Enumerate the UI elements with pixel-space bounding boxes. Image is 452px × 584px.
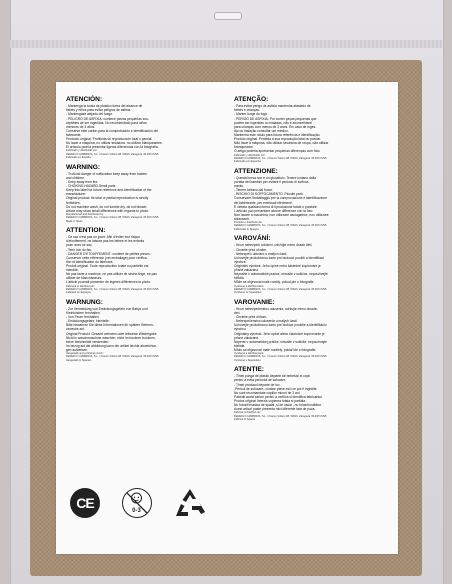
- warning-text-line: Nepražte v automatické pračce, nesušte v sušičce, nepoužívejte: [234, 272, 328, 277]
- warning-text-line: - Țineți produsul departe de foc.: [234, 382, 281, 387]
- warning-text-line: Pastrati acest carton pentru a verifica si identifica fabricantul.: [234, 394, 323, 399]
- warning-title: ATENÇÃO:: [234, 96, 269, 103]
- warning-text-line: Kleinkindern fernhalten.: [66, 310, 101, 315]
- warning-text-line: bebés y niños para evitar peligros de asfixia.: [66, 108, 132, 113]
- manufacturer-info-line: FEDER FI CAMBRIOS, S.L. / Franco Volturo 98, 50016, Zaragoza / B-93717295: [234, 355, 327, 359]
- manufacturer-info-line: FEDER FI CAMBRIOS, S.L. / Franco Volturo 98, 50016, Zaragoza / B-93717295: [66, 355, 159, 359]
- hang-hole: [214, 12, 242, 20]
- warning-text-line: Může se objevovat malé rozdíly, pokud jde o fotografie.: [234, 280, 315, 285]
- warning-text-line: jouer avec ce sac.: [66, 243, 93, 248]
- warning-text-line: keine bleichmittel verwenden.: [66, 339, 110, 344]
- warning-text-line: - Mantengase alejado del fuego.: [66, 112, 114, 117]
- warning-text-line: - Keep away from fire.: [66, 180, 99, 184]
- warning-text-line: portata dei bambini per evitare il pericolo di soffoca-: [234, 180, 310, 184]
- warning-label-sheet: [56, 82, 398, 554]
- warning-text-line: tão ou inalação consultar um médico.: [234, 128, 289, 133]
- warning-text-line: Producto original. Prohibida su reproducción total o parcial.: [66, 137, 153, 142]
- warning-text-line: zzwecke auf.: [66, 327, 86, 332]
- manufacturer-info-line: FEDER FI CAMBRIOS, S.L. / Franco Volturo 98, 50016, Zaragoza / B-93717295: [234, 414, 327, 418]
- manufacturer-info-line: Fabricado en España: [66, 156, 91, 160]
- warning-text-line: interdite.: [66, 268, 79, 273]
- warning-text-line: Do not machine wash, do not tumble dry, do not bleach.: [66, 204, 148, 209]
- warning-block-warning: [66, 164, 218, 223]
- warning-text-line: ceptibles de ser ingeridas. No recomendado para niños: [66, 120, 147, 125]
- manufacturer-info-line: FEDER FI CAMBRIOS, S.L. / Franco Volturo 98, 50016, Zaragoza / B-93717295: [234, 224, 327, 228]
- warning-text-line: gen aufweisen.: [66, 347, 89, 352]
- warning-text-line: - Questa borsa non è un giocattolo. Tenere lontano dalla: [234, 175, 317, 180]
- warning-text-line: Mantenha este rótulo para futura referência e identificação.: [234, 133, 321, 138]
- warning-text-line: Conserver cette référence (cet emballage) pour vérifica-: [66, 255, 148, 260]
- warning-text-line: Originálny výrobok. Jeho úplné alebo čiastočné kopírovanie je: [234, 331, 325, 336]
- warning-text-line: Bitte bewahren Sie diese Informationen für spätere Referen-: [66, 323, 154, 328]
- warning-text-line: - Von Feuer fernhalten.: [66, 315, 100, 320]
- warning-text-line: pentru a evita pericolul de sufocare.: [234, 378, 287, 383]
- warning-text-line: výrobce.: [234, 259, 247, 264]
- warning-text-line: Im bezug auf die abbildung kann der artikel leichte abweichun-: [66, 343, 158, 348]
- warning-text-line: - Tenir loin du feu.: [66, 247, 93, 252]
- warning-text-line: tion et identification du fabricant.: [66, 259, 114, 264]
- warning-title: WARNUNG:: [66, 298, 103, 306]
- warning-text-line: utiliser de blanchisseurs.: [66, 276, 103, 281]
- manufacturer-info-line: FEDER FI CAMBRIOS, S.L. / Franco Volturo 98, 50016, Zaragoza / B-93717295: [66, 152, 159, 156]
- warning-text-line: - Manter longe do fogo.: [234, 112, 269, 117]
- warning-text-line: bebés e crianças.: [234, 108, 260, 113]
- bag-seal: [10, 40, 442, 48]
- warning-text-line: Acest articol poate prezenta mici diferente fata de poza.: [234, 407, 316, 412]
- warning-text-line: Original Produkt. Gesamt verboten oder teilweise Wiedergabe: [66, 331, 157, 336]
- warning-text-line: L'articolo può presentare alcune differenze con la foto.: [234, 208, 314, 213]
- warning-text-line: bělidla.: [234, 276, 245, 281]
- warning-block-varovani: [234, 235, 386, 294]
- warning-block-attention: [66, 227, 218, 295]
- warning-text-line: Produit original. Toute reproduction totale ou partielle est: [66, 263, 149, 268]
- warning-text-line: Uchovejte produktovou kartu pre budúce použitie a identifikáciu: [234, 323, 327, 328]
- warning-title: VAROVÁNÍ:: [234, 235, 271, 243]
- warning-block-atencao: [234, 96, 386, 164]
- warning-text-line: Uchovejte produktovou kartu pro budoucí použití a identifikaci: [234, 255, 324, 260]
- left-column: [66, 96, 218, 366]
- warning-text-line: - DANGER D'ETOUFFEMENT- contient de petites pieces.: [66, 251, 151, 256]
- manufacturer-info-line: Vyrobeno ve Španělsku: [234, 291, 262, 295]
- warning-block-attenzione: [234, 168, 386, 232]
- warning-text-line: manufacturer.: [66, 192, 87, 197]
- manufacturer-info-line: Fabricat și distribuit de:: [234, 411, 261, 415]
- warning-text-line: - Mantenga la bolsa de plástico fuera del alcance de: [66, 104, 143, 109]
- warning-text-line: - Ce sac n'est pas un jouet. Afin d'éviter tout risque: [66, 235, 141, 240]
- recycle-icon: [172, 486, 208, 520]
- warning-text-line: Nu sunt recomandate copiilor minori de 3 ani.: [234, 390, 301, 395]
- manufacturer-info-line: Fabriqué en Espagne: [66, 291, 91, 295]
- manufacturer-info-line: Fabbricato in Spagna: [234, 227, 259, 231]
- manufacturer-info-line: Vyrobené a distribuované:: [234, 352, 265, 356]
- warning-text-line: - Chraňte před ohněm.: [234, 247, 268, 252]
- warning-text-line: - Para evitar perigo de asfixia mantenha afastado de: [234, 104, 311, 109]
- warning-text-line: Nicht in waschmaschine waschen, nicht im trockner trocknen,: [66, 335, 156, 340]
- warning-title: ATTENTION:: [66, 226, 106, 234]
- warning-text-line: O artigo poderia apresentar pequenas diferenças com foto.: [234, 149, 321, 154]
- age-warning-icon: [122, 488, 152, 518]
- warning-text-line: - Tenere lontano dal fuoco.: [234, 188, 273, 193]
- warning-text-line: - Erstickungsgefahr, kleinteile.: [66, 319, 110, 324]
- warning-title: ATENȚIE:: [234, 366, 264, 374]
- warning-text-line: Produs original Interzis copierea totala si partiala.: [234, 399, 307, 404]
- warning-text-line: - Hrozí nebezpečí udušení, udržujte mimo dosah dětí.: [234, 243, 313, 248]
- manufacturer-info-line: Prodotto e distribuito da:: [234, 221, 263, 225]
- warning-text-line: - Nebezpečenstvo udusenia u malých častí.: [234, 319, 298, 324]
- manufacturer-info-line: Vyrobené v Španielsku: [234, 358, 261, 362]
- warning-text-line: menores de 3 años.: [66, 124, 96, 129]
- warning-text-line: - Hrozí nebezpečenstvo udusenia, udržujte mimo dosahu: [234, 306, 318, 311]
- warning-text-line: přísně zakázáno.: [234, 268, 260, 273]
- warning-text-line: branqueador.: [234, 145, 254, 150]
- warning-block-warnung: [66, 299, 218, 363]
- warning-text-line: podem ser ingeridas ou inaladas, não é aconselhável: [234, 120, 312, 125]
- warning-text-line: El artículo podría presentar ligeras diferencias con la fotografía.: [66, 145, 159, 150]
- warning-text-line: mento.: [234, 184, 245, 189]
- warning-text-line: - PERIGO DE ASFIXIA- Por conter peças pequenas que: [234, 116, 317, 121]
- warning-text-line: Não lavar à máquina, não utilizar secadora de roupa, não utilizar: [234, 141, 329, 146]
- ce-mark-icon: CE: [70, 488, 100, 518]
- warning-text-line: - PELIGRO DE ASFIXIA: contiene piezas pequeñas sus-: [66, 116, 149, 121]
- warning-text-line: Neperte v automatickej práčke, nesušte v sušičke, nepoužívajte: [234, 339, 327, 344]
- warning-text-line: È vietata qualsiasi forma di riproduzione totale o parziale.: [234, 204, 318, 209]
- warning-text-line: - RISCHIO DI SOFFOCAMENTO. Piccole parti.: [234, 192, 304, 197]
- warning-text-line: Ne pas laver à machine, ne pas utiliser de sèche-linge, ne pas: [66, 272, 157, 277]
- manufacturer-info-line: FEDER FI CAMBRIOS, S.L. / Franco Volturo 98, 50016, Zaragoza / B-93717295: [234, 287, 327, 291]
- manufacturer-info-line: Vyrobeno a distribuováno:: [234, 284, 265, 288]
- age-label: 0-3: [132, 508, 141, 514]
- warning-text-line: - To Avoid danger of suffocation keep away from babies: [66, 171, 147, 176]
- warning-text-line: - CHOKING HAZARD-Small parts: [66, 184, 116, 189]
- manufacturer-info-line: Manufactured and distributed by:: [66, 212, 104, 216]
- manufacturer-info-line: FEDER FI CAMBRIOS, S.L. / Franco Volturo 98, 50016, Zaragoza / B-93717295: [66, 287, 159, 291]
- warning-text-line: prísne zakázané.: [234, 335, 260, 340]
- warning-text-line: d'étouffement, ne laissez pas les bébés et les enfants: [66, 239, 145, 244]
- warning-text-line: výrobcu.: [234, 327, 247, 332]
- recycle-drawing: [172, 486, 208, 520]
- warning-text-line: Môžu sa objavovať malé rozdiely, pokiaľ ide o fotografie.: [234, 347, 317, 352]
- warning-text-line: forbidden.: [66, 200, 81, 205]
- manufacturer-info-line: Fabricado y distribuido por:: [66, 149, 98, 153]
- warning-text-line: Originální výrobek. Jeho úplné nebo částečné kopírování je: [234, 263, 321, 268]
- age-warning-drawing: [123, 489, 150, 516]
- warning-text-line: Produto original. Proibida a sua reprodução total ou parcial.: [234, 137, 321, 142]
- manufacturer-info-line: Fabricado y distribuido por:: [234, 153, 266, 157]
- warning-text-line: bielidlá.: [234, 343, 246, 348]
- warning-title: WARNING:: [66, 163, 101, 171]
- warning-text-line: Article may show small differences with regards to photo.: [66, 208, 150, 213]
- warning-text-line: Conservare l'imballaggio per la comprovazione e identificazione: [234, 196, 327, 201]
- manufacturer-info-line: Hergestellt und vertrieben durch:: [66, 352, 104, 356]
- warning-text-line: No lavar a maquina, no utilizar secadora, no utilizar blanqueantes.: [66, 141, 163, 146]
- manufacturer-info-line: FEDER FI CAMBRIOS, S.L. / Franco Volturo 98, 50016, Zaragoza / B-93717295: [234, 156, 327, 160]
- warning-text-line: para crianças com menos de 3 anos. Em caso de inges-: [234, 124, 317, 129]
- warning-text-line: -Pericol de sufocare- contine piese mici ce pot fi înghițite.: [234, 386, 318, 391]
- warning-text-line: fabricante.: [66, 133, 82, 138]
- warning-block-atentie: [234, 366, 386, 421]
- warning-text-line: Non lavare a macchina, non utilizzare asciugatrice, non utilizzare: [234, 212, 329, 217]
- manufacturer-info-line: Hergestellt in Spanien: [66, 358, 92, 362]
- warning-block-varovanie: [234, 299, 386, 363]
- warning-title: VAROVANIE:: [234, 298, 275, 306]
- warning-text-line: detí.: [234, 310, 241, 315]
- warning-text-line: - Chráňte pred ohňom.: [234, 315, 268, 320]
- warning-text-line: Original product. Its total or partial reproduction is strictly: [66, 196, 149, 201]
- manufacturer-info-line: Fabricado em Espanha: [234, 160, 261, 164]
- warning-title: ATENCIÓN:: [66, 96, 103, 103]
- warning-text-line: sbiancanti.: [234, 216, 250, 221]
- warning-text-line: - Nebezpečí udušení u malých částí.: [234, 251, 288, 256]
- warning-text-line: and children.: [66, 175, 85, 180]
- warning-text-line: del fabbricante, per eventuali riferimenti.: [234, 200, 293, 205]
- warning-text-line: - Țineți punga de plastic departe de bebeluși și copii: [234, 374, 310, 379]
- manufacturer-info-line: Fabriqué et distribué par:: [66, 284, 95, 288]
- warning-text-line: Nu folositi masina de spalat ,si de uscat , nu folositi inalbitor.: [234, 403, 322, 408]
- warning-text-line: Keep this label for future reference and identification of the: [66, 188, 152, 193]
- manufacturer-info-line: Made in Spain: [66, 219, 83, 223]
- warning-title: ATTENZIONE:: [234, 167, 278, 175]
- warning-text-line: Conserve este cartón para la comprobación e identificación del: [66, 128, 158, 133]
- certification-icons: [66, 484, 246, 524]
- warning-text-line: L'article pourrait presenter de legeres différences la photo.: [66, 280, 152, 285]
- manufacturer-info-line: FEDER FI CAMBRIOS, S.L. / Franco Volturo 98, 50016, Zaragoza / B-93717295: [66, 216, 159, 220]
- manufacturer-info-line: Fabricat în Spania: [234, 418, 256, 422]
- right-column: [234, 96, 386, 425]
- warning-block-atencion: [66, 96, 218, 160]
- warning-text-line: - Zur Vermeidung von Erstickungsgefahr von Babys und: [66, 306, 148, 311]
